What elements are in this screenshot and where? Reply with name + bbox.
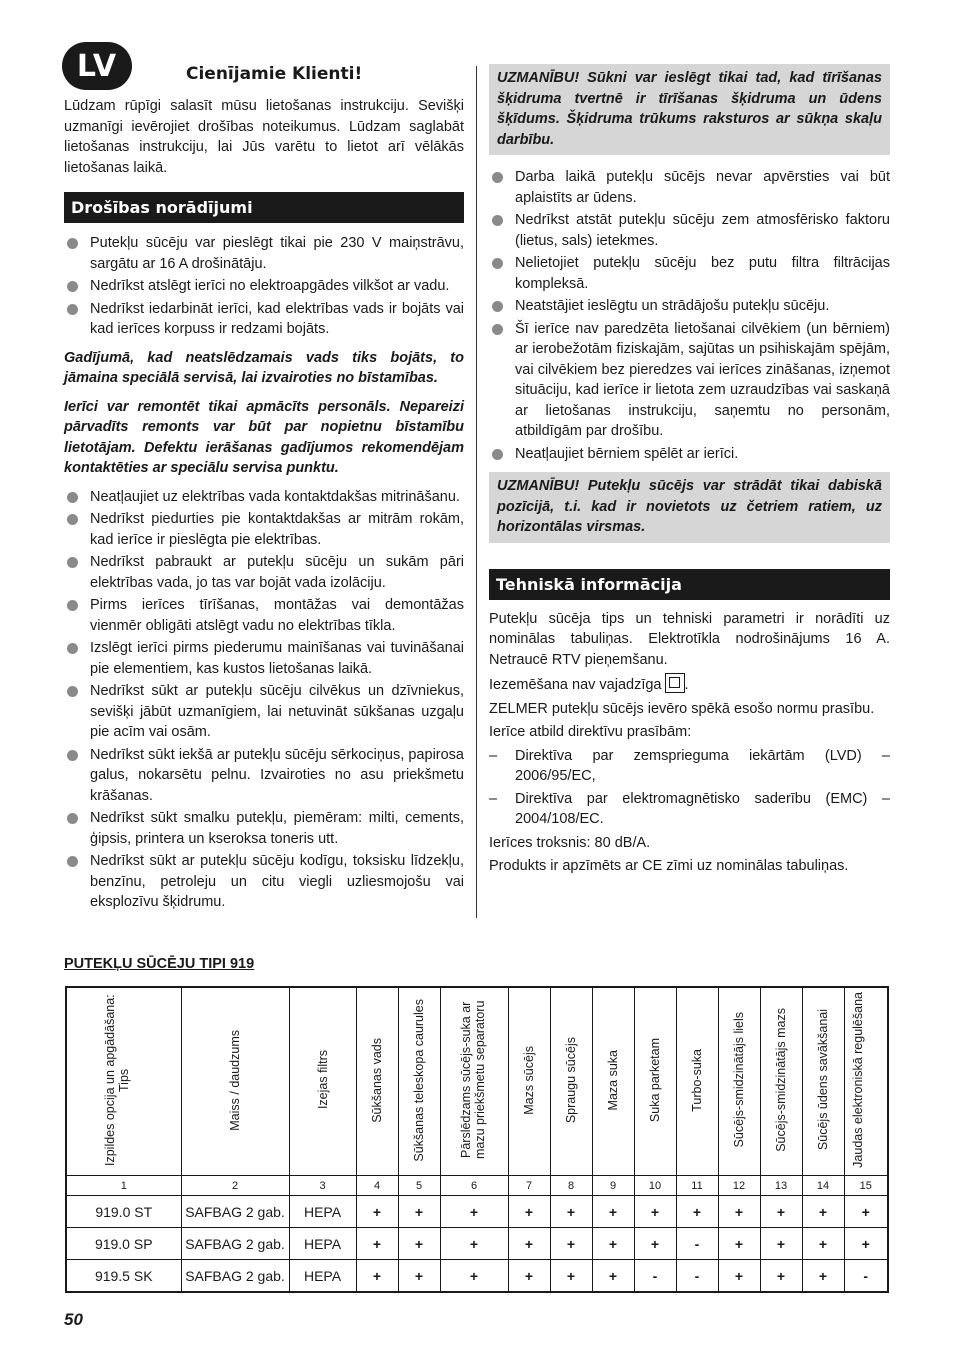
safety-list-1: [64, 233, 464, 340]
bullet-icon: [67, 750, 78, 761]
norms-line: ZELMER putekļu sūcējs ievēro spēkā esošo normu prasību.: [489, 700, 875, 717]
bullet-icon: [67, 600, 78, 611]
column-header: Jaudas elektroniskā regulēšana: [844, 987, 888, 1176]
directives-list: [489, 746, 890, 830]
column-number: 5: [398, 1176, 440, 1196]
header-row: [66, 987, 888, 1176]
bullet-icon: [67, 643, 78, 654]
list-item: Nedrīkst piedurties pie kontaktdakšas ar mitrām rokām, kad ierīce ir pieslēgta pie elektrības.: [64, 509, 464, 550]
ce-line: Produkts ir apzīmēts ar CE zīmi uz nominālas tabuliņas.: [489, 858, 849, 874]
table-cell: SAFBAG 2 gab.: [181, 1196, 289, 1228]
bullet-icon: [492, 172, 503, 183]
list-item: Nedrīkst iedarbināt ierīci, kad elektrības vads ir bojāts vai kad ierīces korpuss ir redzami bojāts.: [64, 299, 464, 340]
column-number: 6: [440, 1176, 508, 1196]
column-divider: [476, 66, 477, 918]
table-cell: +: [592, 1196, 634, 1228]
bullet-icon: [67, 686, 78, 697]
column-header: Turbo-suka: [676, 987, 718, 1176]
table-cell: +: [440, 1260, 508, 1293]
column-number-row: [66, 1176, 888, 1196]
table-cell: +: [550, 1196, 592, 1228]
page-number: 50: [64, 1310, 83, 1329]
table-cell: +: [844, 1196, 888, 1228]
column-number: 8: [550, 1176, 592, 1196]
list-item: Nedrīkst atstāt putekļu sūcēju zem atmosfērisko faktoru (lietus, sals) ietekmes.: [489, 210, 890, 251]
table-cell: +: [676, 1196, 718, 1228]
list-item: Nedrīkst sūkt ar putekļu sūcēju kodīgu, toksisku līdzekļu, benzīnu, petroleju un citu viegli uzliesmojošu vai eksplozīvu šķidrumu.: [64, 851, 464, 913]
warning-box-position: UZMANĪBU! Putekļu sūcējs var strādāt tikai dabiskā pozīcijā, t.i. kad ir novietots uz četriem ratiem, uz horizontālas virsmas.: [489, 472, 890, 543]
table-cell: +: [802, 1260, 844, 1293]
bullet-icon: [67, 557, 78, 568]
bullet-icon: [67, 238, 78, 249]
column-number: 11: [676, 1176, 718, 1196]
table-cell: +: [802, 1228, 844, 1260]
list-item: Nelietojiet putekļu sūcēju bez putu filtra filtrācijas kompleksā.: [489, 253, 890, 294]
bullet-icon: [492, 301, 503, 312]
column-header: Sūcējs-smidzinātājs mazs: [760, 987, 802, 1176]
list-item: Šī ierīce nav paredzēta lietošanai cilvēkiem (un bērniem) ar ierobežotām fiziskajām, sajūtas un psihiskajām spējām, vai cilvēkiem bez pieredzes vai ierīces zināšanas, izņemot situāciju, kad ierīce ir lietota zem uzraudzības vai saskaņā ar lietošanas instrukciju, saņemtu no personām, atbildīgām par drošību.: [489, 319, 890, 442]
table-cell: +: [440, 1196, 508, 1228]
table-cell: +: [356, 1260, 398, 1293]
column-number: 15: [844, 1176, 888, 1196]
bullet-icon: [67, 813, 78, 824]
bullet-icon: [492, 324, 503, 335]
table-cell: -: [676, 1260, 718, 1293]
table-cell: +: [550, 1260, 592, 1293]
column-header: Maiss / daudzums: [181, 987, 289, 1176]
double-insulation-icon: [665, 673, 685, 693]
table-title: PUTEKĻU SŪCĒJU TIPI 919: [64, 956, 255, 972]
list-item: – Direktīva par zemsprieguma iekārtām (LVD) – 2006/95/EC,: [489, 747, 890, 784]
column-number: 7: [508, 1176, 550, 1196]
table-cell: +: [592, 1260, 634, 1293]
list-item: Neatļaujiet bērniem spēlēt ar ierīci.: [489, 444, 890, 465]
language-badge: LV: [62, 42, 132, 90]
column-number: 4: [356, 1176, 398, 1196]
bullet-icon: [67, 492, 78, 503]
table-cell: +: [356, 1228, 398, 1260]
column-number: 10: [634, 1176, 676, 1196]
table-cell: +: [508, 1196, 550, 1228]
table-cell: SAFBAG 2 gab.: [181, 1260, 289, 1293]
table-cell: +: [760, 1260, 802, 1293]
table-cell: -: [844, 1260, 888, 1293]
tech-paragraph: Putekļu sūcēja tips un tehniski parametri ir norādīti uz nominālas tabuliņas. Elektrotīkla nodrošinājums 16 A. Netraucē RTV pieņemšanu.: [489, 610, 890, 668]
list-item: Putekļu sūcēju var pieslēgt tikai pie 230 V maiņstrāvu, sargātu ar 16 A drošinātāju.: [64, 233, 464, 274]
column-header: Maza suka: [592, 987, 634, 1176]
bullet-icon: [492, 215, 503, 226]
column-header: Sūcējs-smidzinātājs liels: [718, 987, 760, 1176]
column-header: Spraugu sūcējs: [550, 987, 592, 1176]
column-number: 1: [66, 1176, 181, 1196]
table-cell: HEPA: [289, 1228, 356, 1260]
bullet-icon: [67, 304, 78, 315]
bullet-icon: [67, 514, 78, 525]
safety-heading: Drošības norādījumi: [64, 192, 464, 223]
table-cell: +: [398, 1260, 440, 1293]
column-header: Pārslēdzams sūcējs-suka ar mazu priekšmetu separatoru: [440, 987, 508, 1176]
column-header: Mazs sūcējs: [508, 987, 550, 1176]
cord-note: Gadījumā, kad neatslēdzamais vads tiks bojāts, to jāmaina speciālā servisā, lai izvairoties no bīstamības.: [64, 349, 464, 386]
list-item: Nedrīkst sūkt smalku putekļu, piemēram: milti, cements, ģipsis, printera un kseroksa toneris utt.: [64, 808, 464, 849]
table-cell: +: [634, 1196, 676, 1228]
table-row: [66, 1228, 888, 1260]
list-item: Nedrīkst pabraukt ar putekļu sūcēju un sukām pāri elektrības vada, jo tas var bojāt vada izolāciju.: [64, 552, 464, 593]
column-header: Sūcējs ūdens savākšanai: [802, 987, 844, 1176]
column-number: 13: [760, 1176, 802, 1196]
list-item: Neatstājiet ieslēgtu un strādājošu putekļu sūcēju.: [489, 296, 890, 317]
table-cell: +: [508, 1260, 550, 1293]
table-cell: -: [634, 1260, 676, 1293]
table-row: [66, 1196, 888, 1228]
directives-intro: Ierīce atbild direktīvu prasībām:: [489, 724, 692, 740]
column-header: Suka parketam: [634, 987, 676, 1176]
table-cell: HEPA: [289, 1260, 356, 1293]
list-item: Neatļaujiet uz elektrības vada kontaktdakšas mitrināšanu.: [64, 487, 464, 508]
noise-line: Ierīces troksnis: 80 dB/A.: [489, 834, 651, 851]
table-cell: +: [760, 1196, 802, 1228]
table-cell: HEPA: [289, 1196, 356, 1228]
models-table: [65, 986, 889, 1293]
column-number: 2: [181, 1176, 289, 1196]
table-cell: +: [550, 1228, 592, 1260]
safety-list-2: [64, 487, 464, 913]
table-cell: +: [844, 1228, 888, 1260]
left-column: [64, 64, 464, 915]
table-cell: +: [398, 1196, 440, 1228]
column-header: Sūkšanas teleskopa caurules: [398, 987, 440, 1176]
table-cell: +: [398, 1228, 440, 1260]
table-cell: +: [356, 1196, 398, 1228]
table-cell: 919.5 SK: [66, 1260, 181, 1293]
warning-box-pump: UZMANĪBU! Sūkni var ieslēgt tikai tad, kad tīrīšanas šķidruma tvertnē ir tīrīšanas šķidruma un ūdens šķīdums. Šķidruma trūkums raksturos ar sūkņa skaļu darbību.: [489, 64, 890, 155]
column-header: Izejas filtrs: [289, 987, 356, 1176]
column-number: 14: [802, 1176, 844, 1196]
column-number: 3: [289, 1176, 356, 1196]
table-cell: +: [634, 1228, 676, 1260]
right-column: [489, 64, 890, 877]
list-item: Nedrīkst sūkt iekšā ar putekļu sūcēju sērkociņus, papirosa galus, nokarsētu pelnu. Izvairoties no asu priekšmetu krāšanas.: [64, 745, 464, 807]
list-item: Izslēgt ierīci pirms piederumu mainīšanas vai tuvināšanai pie elementiem, kas kustos lietošanas laikā.: [64, 638, 464, 679]
table-cell: +: [440, 1228, 508, 1260]
list-item: Nedrīkst atslēgt ierīci no elektroapgādes vilkšot ar vadu.: [64, 276, 464, 297]
table-cell: 919.0 ST: [66, 1196, 181, 1228]
bullet-icon: [67, 856, 78, 867]
column-number: 12: [718, 1176, 760, 1196]
table-cell: +: [802, 1196, 844, 1228]
tech-heading: Tehniskā informācija: [489, 569, 890, 600]
table-cell: +: [718, 1228, 760, 1260]
list-item: Nedrīkst sūkt ar putekļu sūcēju cilvēkus un dzīvniekus, sevišķi jābūt uzmanīgiem, lai netuvināt sūkšanas uzgaļu pie acīm vai osām.: [64, 681, 464, 743]
column-header: Izpildes opcija un apgādāšana: Tips: [66, 987, 181, 1176]
table-cell: +: [718, 1196, 760, 1228]
table-cell: +: [718, 1260, 760, 1293]
bullet-icon: [492, 258, 503, 269]
table-cell: 919.0 SP: [66, 1228, 181, 1260]
table-cell: +: [508, 1228, 550, 1260]
bullet-icon: [67, 281, 78, 292]
table-row: [66, 1260, 888, 1293]
usage-list: [489, 167, 890, 464]
list-item: Pirms ierīces tīrīšanas, montāžas vai demontāžas vienmēr obligāti atslēgt vadu no elektrības tīkla.: [64, 595, 464, 636]
column-number: 9: [592, 1176, 634, 1196]
table-cell: SAFBAG 2 gab.: [181, 1228, 289, 1260]
bullet-icon: [492, 449, 503, 460]
column-header: Sūkšanas vads: [356, 987, 398, 1176]
intro-paragraph: Lūdzam rūpīgi salasīt mūsu lietošanas instrukciju. Sevišķi uzmanīgi ievērojiet drošības noteikumus. Lūdzam saglabāt lietošanas instrukciju, lai Jūs varētu to lietot arī vēlākās lietošanas laikā.: [64, 98, 464, 176]
table-cell: +: [592, 1228, 634, 1260]
repair-note: Ierīci var remontēt tikai apmācīts personāls. Nepareizi pārvadīts remonts var būt par nopietnu bīstamību lietotājam. Defektu ierāšanas gadījumos rekomendējam kontaktēties ar speciālu servisa punktu.: [64, 398, 464, 476]
grounding-line: Iezemēšana nav vajadzīga .: [489, 673, 890, 696]
table-cell: -: [676, 1228, 718, 1260]
list-item: Darba laikā putekļu sūcējs nevar apvērsties vai būt aplaistīts ar ūdens.: [489, 167, 890, 208]
greeting-title: Cienījamie Klienti!: [186, 64, 363, 84]
table-cell: +: [760, 1228, 802, 1260]
list-item: – Direktīva par elektromagnētisko saderību (EMC) – 2004/108/EC.: [489, 790, 890, 827]
